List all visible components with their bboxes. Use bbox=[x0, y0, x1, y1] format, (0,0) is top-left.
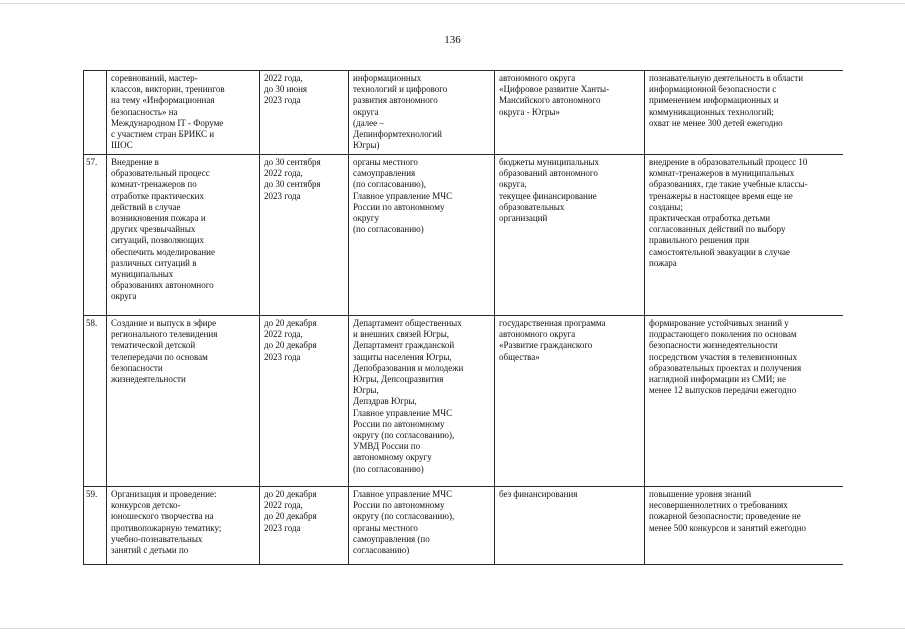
row-number: 59. bbox=[84, 487, 107, 565]
executors-cell: органы местного самоуправления (по согласованию), Главное управление МЧС России по автономному округу (по согласованию) bbox=[349, 155, 495, 316]
measure-cell: соревнований, мастер- классов, викторин, тренингов на тему «Информационная безопасность» на Международном IT - Форуме с участием стран БРИКС и ШОС bbox=[107, 71, 260, 155]
deadline-cell: до 30 сентября 2022 года, до 30 сентября 2023 года bbox=[260, 155, 349, 316]
financing-cell: автономного округа «Цифровое развитие Ханты- Мансийского автономного округа - Югры» bbox=[495, 71, 645, 155]
result-cell: повышение уровня знаний несовершеннолетних о требованиях пожарной безопасности; проведение не менее 500 конкурсов и занятий ежегодно bbox=[645, 487, 844, 565]
table-row bbox=[84, 155, 844, 316]
measure-cell: Организация и проведение: конкурсов детско- юношеского творчества на противопожарную тематику; учебно-познавательных занятий с детьми по bbox=[107, 487, 260, 565]
result-cell: внедрение в образовательный процесс 10 комнат-тренажеров в муниципальных образованиях, где такие учебные классы- тренажеры в настоящее время еще не созданы; практическая отработка детьми согласованных действий по выбору правильного решения при самостоятельной эвакуации в случае пожара bbox=[645, 155, 844, 316]
deadline-cell: 2022 года, до 30 июня 2023 года bbox=[260, 71, 349, 155]
deadline-cell: до 20 декабря 2022 года, до 20 декабря 2023 года bbox=[260, 316, 349, 487]
financing-cell: государственная программа автономного округа «Развитие гражданского общества» bbox=[495, 316, 645, 487]
financing-cell: бюджеты муниципальных образований автономного округа, текущее финансирование образовательных организаций bbox=[495, 155, 645, 316]
executors-cell: Департамент общественных и внешних связей Югры, Департамент гражданской защиты населения Югры, Депобразования и молодежи Югры, Депсоцразвития Югры, Депздрав Югры, Главное управление МЧС России по автономному округу (по согласованию), УМВД России по автономному округу (по согласованию) bbox=[349, 316, 495, 487]
page-number: 136 bbox=[444, 34, 461, 46]
measures-table bbox=[83, 70, 843, 565]
document-table bbox=[83, 70, 843, 569]
measure-cell: Создание и выпуск в эфире регионального телевидения тематической детской телепередачи по основам безопасности жизнедеятельности bbox=[107, 316, 260, 487]
scan-edge-top bbox=[0, 3, 905, 4]
row-number: 57. bbox=[84, 155, 107, 316]
result-cell: познавательную деятельность в области информационной безопасности с применением информационных и коммуникационных технологий; охват не менее 300 детей ежегодно bbox=[645, 71, 844, 155]
scan-edge-bottom bbox=[0, 628, 905, 629]
table-row bbox=[84, 316, 844, 487]
executors-cell: информационных технологий и цифрового развития автономного округа (далее – Депинформтехнологий Югры) bbox=[349, 71, 495, 155]
table-row bbox=[84, 487, 844, 565]
row-number: 58. bbox=[84, 316, 107, 487]
deadline-cell: до 20 декабря 2022 года, до 20 декабря 2023 года bbox=[260, 487, 349, 565]
measure-cell: Внедрение в образовательный процесс комнат-тренажеров по отработке практических действий в случае возникновения пожара и других чрезвычайных ситуаций, позволяющих обеспечить моделирование различных ситуаций в муниципальных образованиях автономного округа bbox=[107, 155, 260, 316]
executors-cell: Главное управление МЧС России по автономному округу (по согласованию), органы местного самоуправления (по согласованию) bbox=[349, 487, 495, 565]
financing-cell: без финансирования bbox=[495, 487, 645, 565]
table-row bbox=[84, 71, 844, 155]
row-number bbox=[84, 71, 107, 155]
result-cell: формирование устойчивых знаний у подрастающего поколения по основам безопасности жизнедеятельности посредством участия в телевизионных образовательных проектах и получения наглядной информации из СМИ; не менее 12 выпусков передачи ежегодно bbox=[645, 316, 844, 487]
